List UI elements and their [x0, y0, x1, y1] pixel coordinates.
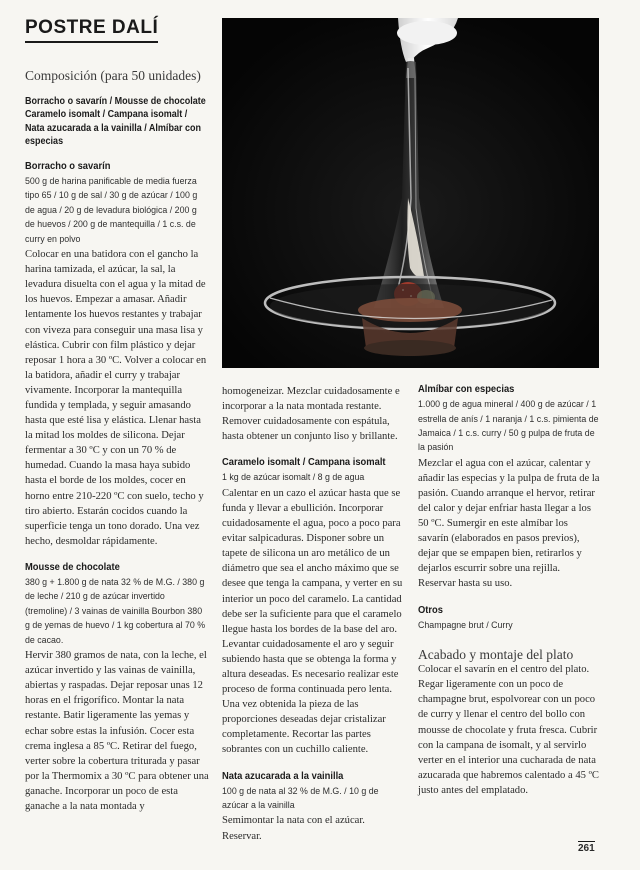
- column-left: [25, 68, 209, 814]
- almibar-ingredients: 1.000 g de agua mineral / 400 g de azúcar / 1 estrella de anís / 1 naranja / 1 c.s. pimienta de Jamaica / 1 c.s. curry / 50 g pulpa de fruta de la pasión: [418, 399, 599, 454]
- dessert-photo: [222, 18, 599, 368]
- composition-heading: Composición (para 50 unidades): [25, 68, 201, 83]
- nata-heading: Nata azucarada a la vainilla: [222, 770, 344, 782]
- mousse-ingredients: 380 g + 1.800 g de nata 32 % de M.G. / 380 g de leche / 210 g de azúcar invertido (tremoline) / 3 vainas de vainilla Bourbon 380 g de yemas de huevo / 1 kg cobertura al 70 % de cacao.: [25, 577, 206, 646]
- borracho-method: Colocar en una batidora con el gancho la harina tamizada, el azúcar, la sal, la levadura disuelta con el agua y la mitad de los huevos. Empezar a amasar. Añadir lentamente los huevos restantes y trabajar con viveza para conseguir una masa lisa y elástica. Cubrir con film plástico y dejar reposar 1 hora a 30 ºC. Volver a colocar en la batidora, añadir el curry y trabajar vivamente. Incorporar la mantequilla fundida y templada, y seguir amasando hasta que esté lisa y elástica. Llenar hasta la mitad los moldes de silicona. Dejar fermentar a 30 ºC y con un 70 % de humedad. Cuando la masa haya subido hasta el borde de los moldes, cocer en horno entre 210-220 ºC con suelo, techo y tiro abierto. Estarán cocidos cuando la superficie tenga un tono dorado. Una vez hecho, desmoldar rápidamente.: [25, 249, 207, 547]
- components-list: Borracho o savarín / Mousse de chocolate Caramelo isomalt / Campana isomalt / Nata azucarada a la vainilla / Almíbar con especias: [25, 96, 206, 147]
- page-number: 261: [578, 843, 595, 854]
- borracho-ingredients: 500 g de harina panificable de media fuerza tipo 65 / 10 g de sal / 30 g de azúcar / 100 g de agua / 20 g de levadura biológica / 200 g de huevos / 200 g de mantequilla / 1 c.s. de curry en polvo: [25, 176, 198, 245]
- column-middle: [222, 384, 406, 844]
- mousse-heading: Mousse de chocolate: [25, 561, 120, 573]
- acabado-heading: Acabado y montaje del plato: [418, 647, 574, 663]
- otros-ingredients: Champagne brut / Curry: [418, 619, 513, 631]
- acabado-method: Colocar el savarín en el centro del plato. Regar ligeramente con un poco de champagne brut, espolvorear con un poco de curry y llenar el centro del bollo con mousse de chocolate y fruta fresca. Cubrir con la campana de isomalt, y al servirlo verter en el interior una cucharada de nata azucarada que habremos calentado a 45 ºC justo antes del emplatado.: [418, 664, 599, 796]
- nata-method: Semimontar la nata con el azúcar. Reservar.: [222, 815, 365, 842]
- mousse-method-continued: homogeneizar. Mezclar cuidadosamente e incorporar a la nata montada restante. Remover cuidadosamente con espátula, hasta obtener un conjunto liso y brillante.: [222, 386, 400, 443]
- almibar-method: Mezclar el agua con el azúcar, calentar y añadir las especias y la pulpa de fruta de la pasión. Cuando arranque el hervor, retirar del calor y dejar enfriar hasta llegar a los 50 ºC. Sumergir en este almíbar los savarín (elaborados en pasos previos), dejar que se empapen bien, retirarlos y dejarlos escurrir sobre una rejilla. Reservar hasta su uso.: [418, 457, 600, 590]
- borracho-heading: Borracho o savarín: [25, 160, 111, 172]
- almibar-heading: Almíbar con especias: [418, 384, 515, 395]
- caramelo-method: Calentar en un cazo el azúcar hasta que se funda y llevar a ebullición. Incorporar cuidadosamente el agua, poco a poco para evitar salpicaduras. Disponer sobre un tapete de silicona un aro metálico de un diámetro que sea el ancho máximo que se desee que tenga la campana, y verter en su interior un poco del caramelo. La cantidad debe ser la suficiente para que el caramelo llegue hasta los bordes de la base del aro. Levantar cuidadosamente el aro y seguir subiendo hasta que se obtenga la forma y altura deseadas. Es necesario realizar este proceso de forma continuada pero lenta. Una vez obtenida la pieza de las proporciones deseadas dejar cristalizar completamente. Recortar las partes sobrantes con un cuchillo caliente.: [222, 487, 403, 756]
- caramelo-heading: Caramelo isomalt / Campana isomalt: [222, 457, 386, 469]
- otros-heading: Otros: [418, 604, 443, 616]
- caramelo-ingredients: 1 kg de azúcar isomalt / 8 g de agua: [222, 472, 365, 484]
- nata-ingredients: 100 g de nata al 32 % de M.G. / 10 g de azúcar a la vainilla: [222, 785, 379, 812]
- column-right: [418, 372, 600, 798]
- page-title: POSTRE DALÍ: [25, 17, 158, 43]
- mousse-method: Hervir 380 gramos de nata, con la leche, el azúcar invertido y las vainas de vainilla, abiertas y raspadas. Dejar reposar unas 12 horas en el frigorífico. Montar la nata restante. Batir ligeramente las yemas y echar sobre estas la infusión. Cocer esta crema inglesa a 85 ºC. Retirar del fuego, verter sobre la cobertura triturada y pasar por la Thermomix a 30 ºC para obtener una ganache. Incorporar un poco de esta ganache a la nata montada y: [25, 650, 209, 812]
